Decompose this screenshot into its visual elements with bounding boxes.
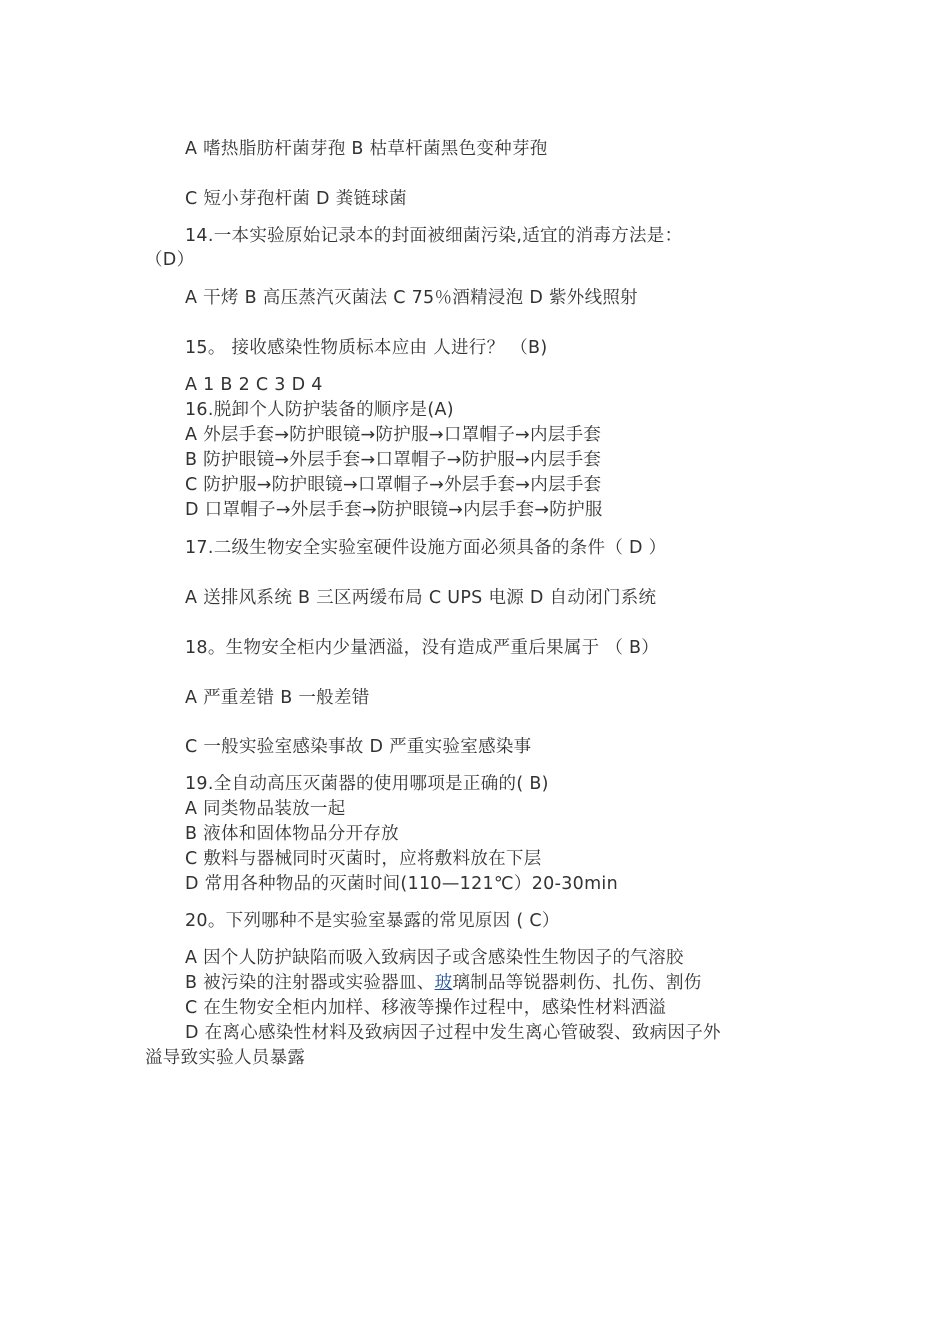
hyperlink-text[interactable]: 玻 [434,973,453,993]
q14-question: 14.一本实验原始记录本的封面被细菌污染,适宜的消毒方法是： [185,226,683,246]
q20-option-b-text-post: 璃制品等锐器刺伤、扎伤、割伤 [452,973,702,993]
q16-question: 16.脱卸个人防护装备的顺序是(A) [185,400,454,420]
q20-option-c: C 在生物安全柜内加样、移液等操作过程中，感染性材料洒溢 [185,998,667,1018]
q20-option-d-continued: 溢导致实验人员暴露 [145,1048,306,1068]
q19-option-a: A 同类物品装放一起 [185,799,346,819]
q19-option-b: B 液体和固体物品分开存放 [185,824,399,844]
q14-answer: （D） [145,250,195,270]
q16-option-d: D 口罩帽子→外层手套→防护眼镜→内层手套→防护服 [185,500,603,520]
q20-question: 20。下列哪种不是实验室暴露的常见原因 ( C） [185,911,560,931]
q17-question: 17.二级生物安全实验室硬件设施方面必须具备的条件（ D ） [185,538,667,558]
q19-option-c: C 敷料与器械同时灭菌时，应将敷料放在下层 [185,849,542,869]
q15-options: A 1 B 2 C 3 D 4 [185,375,323,395]
q20-option-b-text-pre: B 被污染的注射器或实验器皿、 [185,973,435,993]
q19-option-d: D 常用各种物品的灭菌时间(110—121℃）20-30min [185,874,618,894]
q16-option-b: B 防护眼镜→外层手套→口罩帽子→防护服→内层手套 [185,450,602,470]
q16-option-a: A 外层手套→防护眼镜→防护服→口罩帽子→内层手套 [185,425,602,445]
q13-options-cd: C 短小芽孢杆菌 D 粪链球菌 [185,189,407,209]
q20-option-b [185,971,702,995]
q20-option-a: A 因个人防护缺陷而吸入致病因子或含感染性生物因子的气溶胶 [185,948,684,968]
q13-options-ab: A 嗜热脂肪杆菌芽孢 B 枯草杆菌黑色变种芽孢 [185,139,548,159]
q16-option-c: C 防护服→防护眼镜→口罩帽子→外层手套→内层手套 [185,475,602,495]
q15-question: 15。 接收感染性物质标本应由 人进行？ （B) [185,338,548,358]
q18-options-ab: A 严重差错 B 一般差错 [185,688,370,708]
q18-options-cd: C 一般实验室感染事故 D 严重实验室感染事 [185,737,532,757]
q19-question: 19.全自动高压灭菌器的使用哪项是正确的( B) [185,774,549,794]
q14-options: A 干烤 B 高压蒸汽灭菌法 C 75％酒精浸泡 D 紫外线照射 [185,288,638,308]
q20-option-d: D 在离心感染性材料及致病因子过程中发生离心管破裂、致病因子外 [185,1023,721,1043]
q17-options: A 送排风系统 B 三区两缓布局 C UPS 电源 D 自动闭门系统 [185,588,657,608]
q18-question: 18。生物安全柜内少量洒溢，没有造成严重后果属于 （ B） [185,638,660,658]
